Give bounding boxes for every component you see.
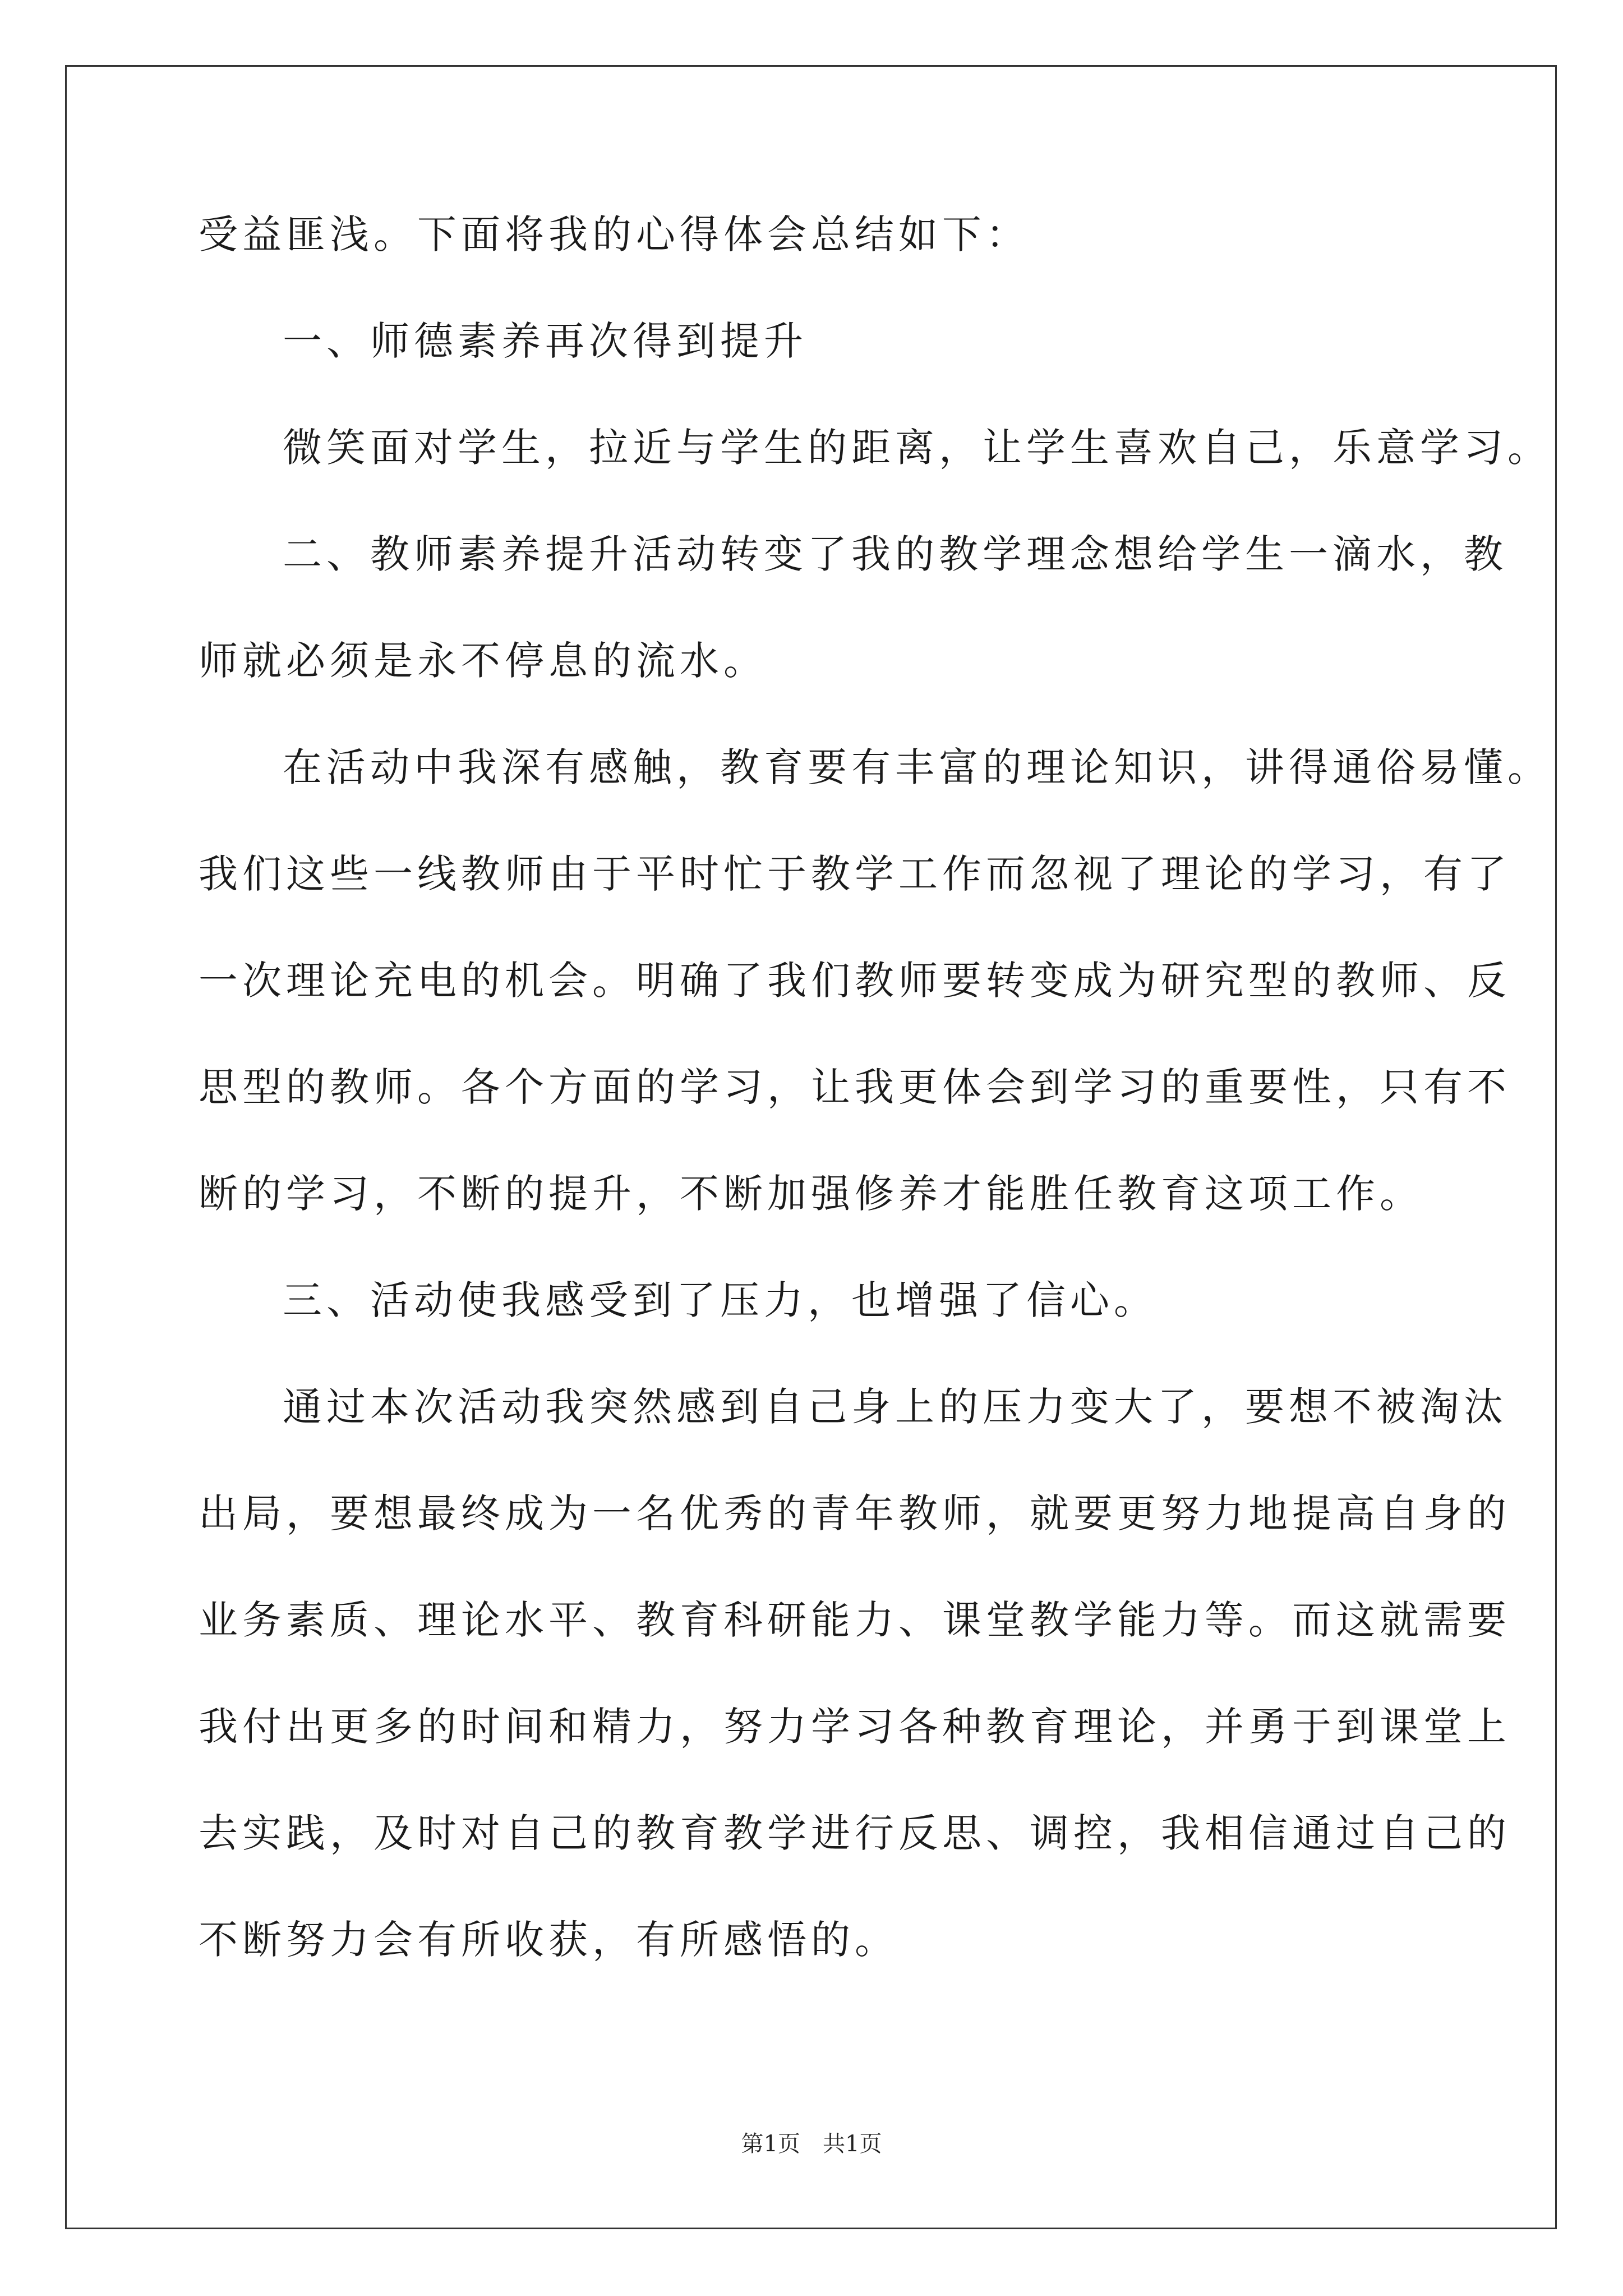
section-heading: 三、活动使我感受到了压力，也增强了信心。 bbox=[283, 1277, 1158, 1323]
text-line: 业务素质、理论水平、教育科研能力、课堂教学能力等。而这就需要 bbox=[199, 1597, 1511, 1643]
text-line: 微笑面对学生，拉近与学生的距离，让学生喜欢自己，乐意学习。 bbox=[283, 425, 1551, 471]
text-line: 思型的教师。各个方面的学习，让我更体会到学习的重要性，只有不 bbox=[199, 1064, 1511, 1110]
text-line: 一次理论充电的机会。明确了我们教师要转变成为研究型的教师、反 bbox=[199, 958, 1511, 1004]
text-line: 师就必须是永不停息的流水。 bbox=[199, 638, 767, 684]
section-heading: 一、师德素养再次得到提升 bbox=[283, 318, 808, 364]
page-border bbox=[65, 65, 1557, 2229]
text-line: 出局，要想最终成为一名优秀的青年教师，就要更努力地提高自身的 bbox=[199, 1490, 1511, 1536]
text-line: 断的学习，不断的提升，不断加强修养才能胜任教育这项工作。 bbox=[199, 1171, 1423, 1217]
text-line: 我付出更多的时间和精力，努力学习各种教育理论，并勇于到课堂上 bbox=[199, 1704, 1511, 1750]
section-heading: 二、教师素养提升活动转变了我的教学理念想给学生一滴水，教 bbox=[283, 531, 1507, 577]
text-line: 我们这些一线教师由于平时忙于教学工作而忽视了理论的学习，有了 bbox=[199, 851, 1511, 897]
text-line: 受益匪浅。下面将我的心得体会总结如下： bbox=[199, 211, 1030, 257]
text-line: 去实践，及时对自己的教育教学进行反思、调控，我相信通过自己的 bbox=[199, 1810, 1511, 1856]
page-number-footer: 第1页 共1页 bbox=[741, 2131, 882, 2157]
text-line: 不断努力会有所收获，有所感悟的。 bbox=[199, 1917, 898, 1963]
text-line: 通过本次活动我突然感到自己身上的压力变大了，要想不被淘汰 bbox=[283, 1384, 1507, 1430]
text-line: 在活动中我深有感触，教育要有丰富的理论知识，讲得通俗易懂。 bbox=[283, 744, 1551, 790]
